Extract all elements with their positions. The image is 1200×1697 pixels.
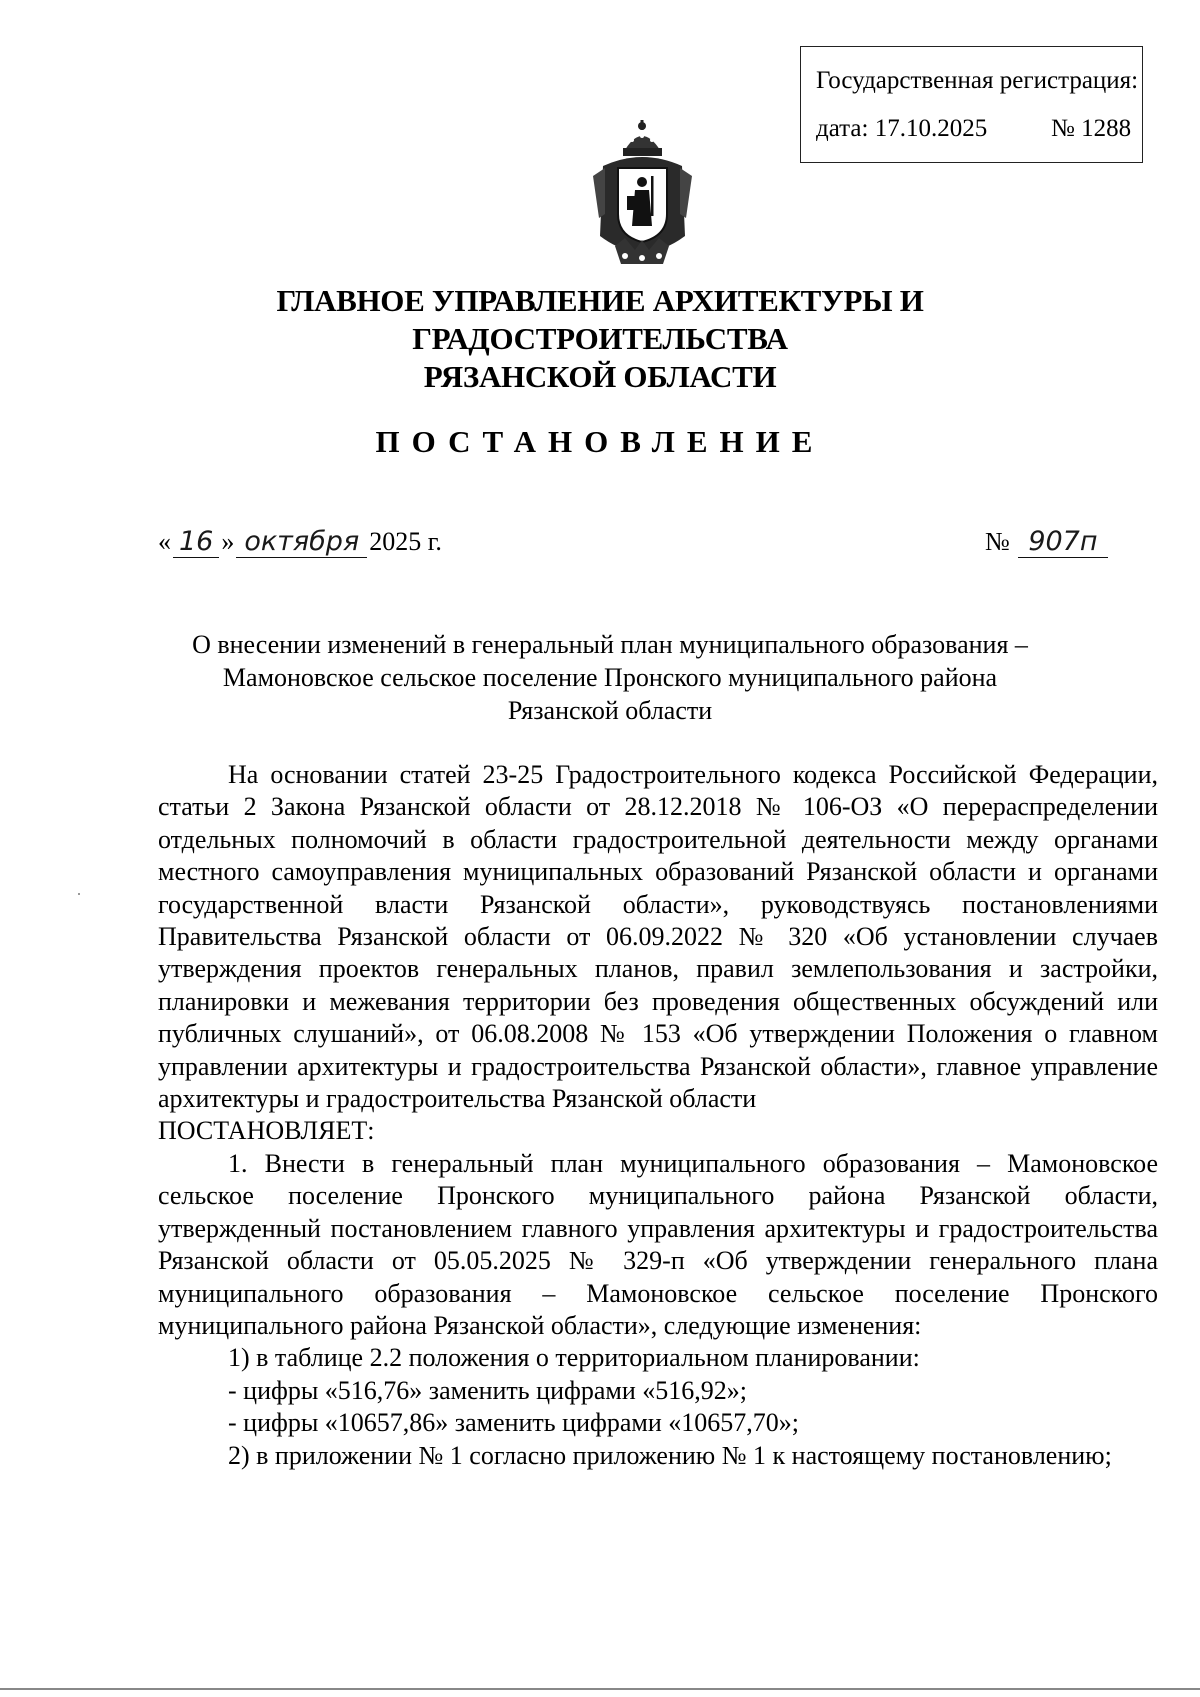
document-subject	[150, 628, 1070, 727]
document-date	[158, 527, 442, 558]
handwritten-month: октября	[236, 527, 367, 558]
date-close-quote: »	[221, 527, 235, 556]
subject-line-3: Рязанской области	[507, 696, 713, 725]
organization-title-line-1: ГЛАВНОЕ УПРАВЛЕНИЕ АРХИТЕКТУРЫ И ГРАДОСТРОИТЕЛЬСТВА	[276, 283, 924, 356]
ryazan-coat-of-arms-icon	[585, 118, 700, 273]
registration-stamp	[800, 46, 1143, 163]
registration-title: Государственная регистрация:	[816, 67, 1139, 94]
subject-line-1: О внесении изменений в генеральный план муниципального образования –	[192, 630, 1028, 659]
preamble-paragraph: На основании статей 23-25 Градостроительного кодекса Российской Федерации, статьи 2 Закона Рязанской области от 28.12.2018 № 106-ОЗ «О перераспределении отдельных полномочий в области градостроительной деятельности между органами местного самоуправления муниципальных образований Рязанской области и органами государственной власти Рязанской области», руководствуясь постановлениями Правительства Рязанской области от 06.09.2022 № 320 «Об установлении случаев утверждения проектов генеральных планов, правил землепользования и застройки, планировки и межевания территории без проведения общественных обсуждений или публичных слушаний», от 06.08.2008 № 153 «Об утверждении Положения о главном управлении архитектуры и градостроительства Рязанской области», главное управление архитектуры и градостроительства Рязанской области	[158, 760, 1158, 1114]
replacement-1: - цифры «516,76» заменить цифрами «516,92»;	[228, 1375, 747, 1405]
replacement-2: - цифры «10657,86» заменить цифрами «10657,70»;	[228, 1408, 799, 1438]
item-1-paragraph: 1. Внести в генеральный план муниципального образования – Мамоновское сельское поселение Пронского муниципального района Рязанской области, утвержденный постановлением главного управления архитектуры и градостроительства Рязанской области от 05.05.2025 № 329-п «Об утверждении генерального плана муниципального образования – Мамоновское сельское поселение Пронского муниципального района Рязанской области», следующие изменения:	[158, 1148, 1158, 1340]
document-type: ПОСТАНОВЛЕНИЕ	[375, 424, 825, 459]
subject-line-2: Мамоновское сельское поселение Пронского муниципального района	[222, 663, 998, 692]
registration-number: № 1288	[1051, 115, 1132, 142]
number-sign: №	[985, 527, 1010, 556]
decree-word: ПОСТАНОВЛЯЕТ:	[158, 1116, 375, 1146]
page-bottom-rule	[0, 1688, 1200, 1690]
handwritten-day: 16	[173, 527, 219, 558]
scan-artifact	[78, 893, 80, 895]
organization-title-line-2: РЯЗАНСКОЙ ОБЛАСТИ	[423, 359, 777, 394]
organization-title	[100, 282, 1100, 396]
document-body	[158, 759, 1158, 1472]
subitem-2: 2) в приложении № 1 согласно приложению № 1 к настоящему постановлению;	[228, 1440, 1112, 1470]
subitem-1: 1) в таблице 2.2 положения о территориальном планировании:	[228, 1343, 920, 1373]
registration-date: дата: 17.10.2025	[816, 115, 988, 142]
document-number	[985, 527, 1110, 558]
handwritten-number: 907п	[1018, 527, 1107, 558]
date-open-quote: «	[158, 527, 171, 556]
date-year: 2025 г.	[369, 527, 442, 556]
